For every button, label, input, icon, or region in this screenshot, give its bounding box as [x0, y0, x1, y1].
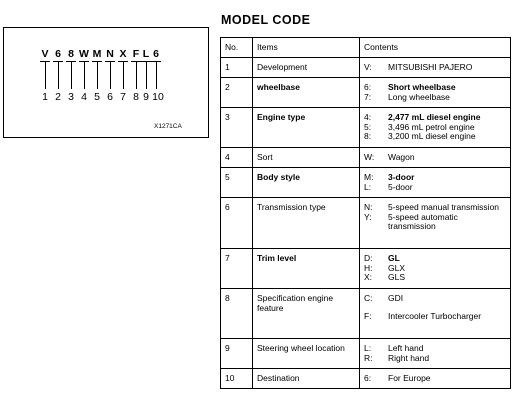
code-position-number: 9 [143, 91, 149, 103]
table-row [221, 289, 511, 339]
row-contents [360, 249, 511, 289]
code-letter: M [92, 48, 102, 60]
code-connector-line [136, 61, 137, 89]
header-no: No. [221, 38, 253, 58]
code-connector-line [110, 61, 111, 89]
content-code: 8: [364, 131, 372, 141]
table-row [221, 198, 511, 249]
content-code: F: [364, 310, 372, 321]
content-text: For Europe [388, 373, 431, 383]
header-contents: Contents [360, 38, 511, 58]
table-row [221, 148, 511, 168]
content-text: GLS [388, 272, 406, 282]
row-number: 4 [221, 148, 253, 168]
content-code: 6: [364, 82, 372, 92]
table-row [221, 339, 511, 369]
content-text: Long wheelbase [388, 91, 450, 102]
code-connector-line [58, 61, 59, 89]
model-code-table [220, 37, 511, 389]
content-code: R: [364, 352, 373, 363]
content-code: C: [364, 293, 373, 303]
row-contents [360, 108, 511, 148]
code-connector-line [156, 61, 157, 89]
row-contents [360, 339, 511, 369]
row-number: 9 [221, 339, 253, 369]
content-code: 6: [364, 373, 372, 383]
content-code: X: [364, 272, 373, 282]
content-code: 5: [364, 121, 372, 132]
row-item: Sort [253, 148, 360, 168]
content-code: L: [364, 181, 372, 192]
content-code: V: [364, 62, 372, 72]
row-contents [360, 289, 511, 339]
code-letter: W [79, 48, 89, 60]
code-position-number: 8 [133, 91, 139, 103]
row-item: Transmission type [253, 198, 360, 249]
content-text: 5-door [388, 181, 413, 192]
content-code: L: [364, 343, 372, 353]
row-number: 2 [221, 78, 253, 108]
code-position-number: 6 [107, 91, 113, 103]
row-item: Specification engine feature [253, 289, 360, 339]
content-text: Short wheelbase [388, 82, 456, 92]
code-connector-line [84, 61, 85, 89]
row-contents [360, 168, 511, 198]
table-row [221, 249, 511, 289]
code-position-number: 1 [42, 91, 48, 103]
row-item: Engine type [253, 108, 360, 148]
content-text: 3-door [388, 172, 415, 182]
code-letter: V [41, 48, 49, 60]
code-position-number: 5 [94, 91, 100, 103]
content-text: 5-speed manual transmission [388, 202, 500, 212]
code-connector-line [146, 61, 147, 89]
table-row [221, 369, 511, 389]
content-text: GDI [388, 293, 404, 303]
row-number: 8 [221, 289, 253, 339]
content-text: GL [388, 253, 400, 263]
code-position-number: 10 [152, 91, 164, 103]
row-number: 1 [221, 58, 253, 78]
row-item: Body style [253, 168, 360, 198]
figure-id: X1271CA [154, 123, 182, 130]
code-position-number: 2 [55, 91, 61, 103]
code-letter: N [106, 48, 114, 60]
code-letter: F [132, 48, 140, 60]
code-letter: L [142, 48, 150, 60]
code-connector-line [45, 61, 46, 89]
content-code: 4: [364, 112, 372, 122]
content-text: GLX [388, 262, 406, 273]
row-item: wheelbase [253, 78, 360, 108]
code-connector-line [71, 61, 72, 89]
code-position-number: 4 [81, 91, 87, 103]
content-code: Y: [364, 211, 372, 222]
content-code: 7: [364, 91, 372, 102]
row-number: 10 [221, 369, 253, 389]
content-text: Wagon [388, 152, 415, 162]
content-text: 5-speed automatic transmission [388, 211, 458, 231]
content-code: M: [364, 172, 374, 182]
code-letter: 6 [153, 48, 159, 60]
row-contents [360, 78, 511, 108]
content-code: W: [364, 152, 375, 162]
row-contents [360, 148, 511, 168]
row-number: 5 [221, 168, 253, 198]
code-position-number: 7 [120, 91, 126, 103]
content-text: Left hand [388, 343, 424, 353]
content-text: 3,496 mL petrol engine [388, 121, 475, 132]
table-row [221, 108, 511, 148]
table-row [221, 78, 511, 108]
page-title: MODEL CODE [221, 13, 311, 27]
row-number: 7 [221, 249, 253, 289]
header-items: Items [253, 38, 360, 58]
row-item: Destination [253, 369, 360, 389]
row-item: Trim level [253, 249, 360, 289]
content-text: 2,477 mL diesel engine [388, 112, 481, 122]
content-code: H: [364, 262, 373, 273]
content-text: Intercooler Turbocharger [388, 310, 482, 321]
table-row [221, 58, 511, 78]
code-position-number: 3 [68, 91, 74, 103]
code-connector-line [123, 61, 124, 89]
row-contents [360, 369, 511, 389]
table-header-row [221, 38, 511, 58]
model-code-diagram [3, 27, 209, 138]
content-text: 3,200 mL diesel engine [388, 131, 476, 141]
content-code: N: [364, 202, 373, 212]
content-text: Right hand [388, 352, 430, 363]
content-code: D: [364, 253, 373, 263]
code-letter: 8 [68, 48, 74, 60]
row-number: 3 [221, 108, 253, 148]
row-item: Steering wheel location [253, 339, 360, 369]
content-text: MITSUBISHI PAJERO [388, 62, 473, 72]
row-contents [360, 198, 511, 249]
code-letter: X [119, 48, 127, 60]
row-number: 6 [221, 198, 253, 249]
code-connector-line [97, 61, 98, 89]
row-item: Development [253, 58, 360, 78]
code-letter: 6 [55, 48, 61, 60]
row-contents [360, 58, 511, 78]
table-row [221, 168, 511, 198]
